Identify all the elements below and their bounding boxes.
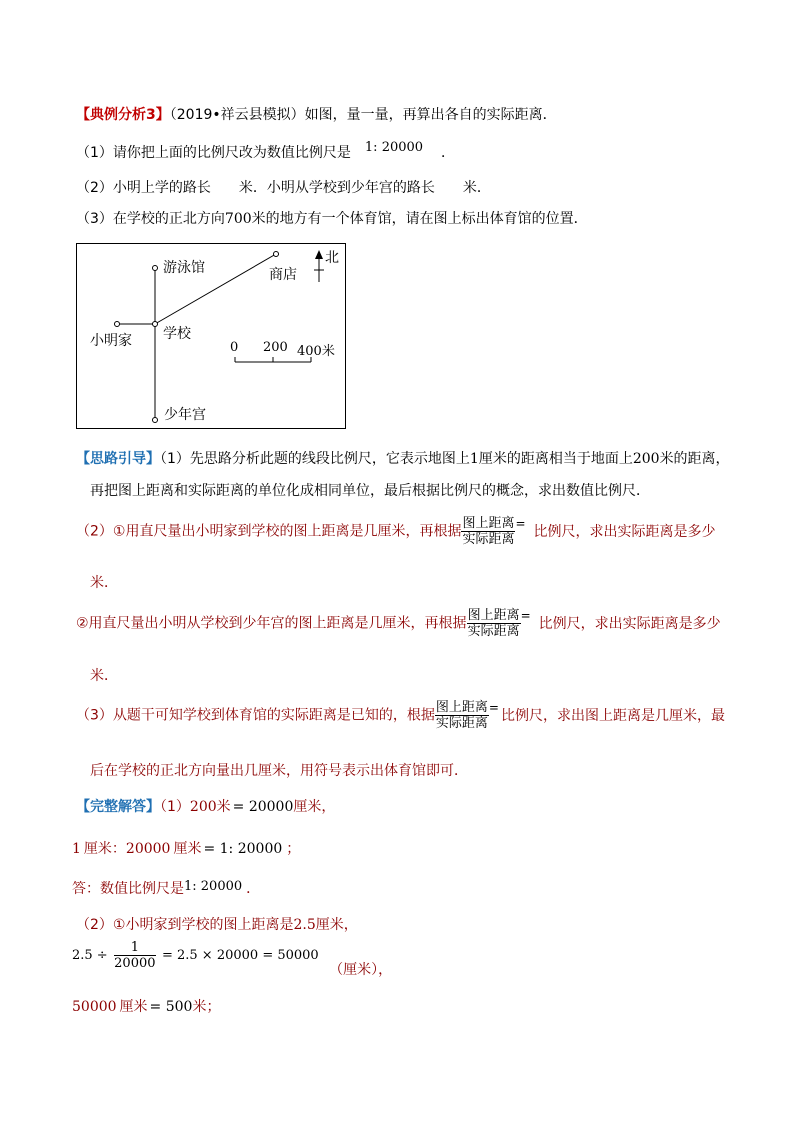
example-tag: 【典例分析3】 bbox=[76, 107, 170, 123]
ratio-fraction-3 bbox=[435, 700, 489, 731]
scale-label-400: 400米 bbox=[297, 344, 335, 359]
hint-line-2: 再把图上距离和实际距离的单位化成相同单位，最后根据比例尺的概念，求出数值比例尺． bbox=[90, 483, 650, 499]
answer-frac-den: 20000 bbox=[114, 956, 156, 971]
frac-eq-3: = bbox=[488, 700, 499, 715]
ratio-fraction bbox=[461, 516, 515, 547]
palace-point bbox=[153, 418, 158, 423]
frac-eq: = bbox=[515, 516, 526, 531]
answer-l3a: 答：数值比例尺是 bbox=[72, 881, 184, 897]
hint-p2b: 比例尺，求出实际距离是多少 bbox=[533, 523, 716, 540]
hint-p1b: 厘米的距离相当于地面上 bbox=[478, 451, 633, 467]
scale-label-0: 0 bbox=[230, 340, 239, 355]
palace-label: 少年宫 bbox=[164, 407, 206, 423]
answer-l1d: = 20000 bbox=[232, 799, 294, 815]
hint-line-4: 米． bbox=[90, 575, 118, 591]
pool-point bbox=[153, 266, 158, 271]
hint-line-6: 米． bbox=[90, 668, 118, 684]
question-header bbox=[76, 104, 557, 124]
answer-l2a: 1 bbox=[72, 841, 81, 857]
answer-fraction bbox=[114, 940, 155, 971]
answer-line-3 bbox=[72, 878, 260, 898]
answer-line-5 bbox=[72, 940, 392, 979]
ratio-fraction-2 bbox=[467, 608, 521, 639]
hint-line-8: 后在学校的正北方向量出几厘米，用符号表示出体育馆即可． bbox=[90, 763, 468, 779]
answer-l2e: = 1: 20000 bbox=[203, 841, 283, 857]
answer-l4c: 厘米， bbox=[315, 917, 358, 933]
answer-l6d: 米； bbox=[192, 999, 221, 1015]
hint-line-7 bbox=[76, 700, 725, 731]
question-1-end: ． bbox=[441, 145, 456, 161]
question-2-part-b: 米．小明从学校到少年宫的路长 bbox=[238, 180, 435, 196]
answer-line-6 bbox=[72, 996, 220, 1016]
answer-l4a: （2）①小明家到学校的图上距离是 bbox=[76, 917, 294, 933]
question-2 bbox=[76, 177, 491, 197]
answer-l1a: （1） bbox=[160, 799, 190, 815]
question-source: （2019•祥云县模拟） bbox=[169, 107, 305, 123]
hint-p1a: （1）先思路分析此题的线段比例尺，它表示地图上 bbox=[160, 451, 470, 467]
hint-tag: 【思路引导】 bbox=[76, 451, 160, 467]
scale-label-200: 200 bbox=[263, 340, 288, 355]
frac-top-3: 图上距离 bbox=[435, 700, 488, 715]
hint-p1c: 米的距离， bbox=[659, 451, 730, 467]
hint-two-hundred: 200 bbox=[632, 451, 660, 467]
north-arrow-head-icon bbox=[315, 250, 323, 259]
hint-p2a: （2）①用直尺量出小明家到学校的图上距离是几厘米，再根据 bbox=[76, 523, 462, 540]
answer-line-2 bbox=[72, 838, 300, 858]
answer-l3b: 1: 20000 bbox=[184, 879, 243, 894]
answer-tag: 【完整解答】 bbox=[76, 799, 160, 815]
hint-one: 1 bbox=[469, 451, 479, 467]
question-3 bbox=[76, 208, 588, 228]
school-point bbox=[153, 322, 158, 327]
answer-l5b: = 2.5 × 20000 = 50000 bbox=[161, 948, 319, 963]
question-text: 如图，量一量，再算出各自的实际距离． bbox=[304, 107, 557, 123]
pool-label: 游泳馆 bbox=[163, 260, 205, 276]
answer-l2f: ； bbox=[286, 841, 301, 857]
question-1 bbox=[76, 142, 455, 162]
question-1-text: （1）请你把上面的比例尺改为数值比例尺是 bbox=[76, 145, 351, 161]
hint-line-1 bbox=[76, 448, 730, 468]
frac-eq-2: = bbox=[520, 608, 531, 623]
answer-l2c: 20000 bbox=[125, 841, 171, 857]
answer-l4b: 2.5 bbox=[293, 917, 316, 933]
answer-frac-num: 1 bbox=[114, 940, 155, 956]
hint-line-5 bbox=[76, 608, 721, 639]
answer-l2b: 厘米： bbox=[83, 841, 126, 857]
home-label: 小明家 bbox=[90, 333, 132, 349]
frac-top: 图上距离 bbox=[462, 516, 515, 531]
shop-label: 商店 bbox=[269, 267, 297, 283]
school-label: 学校 bbox=[163, 326, 191, 342]
hint-p4b: 比例尺，求出图上距离是几厘米，最 bbox=[500, 707, 725, 724]
answer-line-4 bbox=[76, 914, 358, 934]
frac-top-2: 图上距离 bbox=[467, 608, 520, 623]
hint-p3a: ②用直尺量出小明从学校到少年宫的图上距离是几厘米，再根据 bbox=[76, 615, 467, 632]
answer-l6b: 厘米 bbox=[119, 999, 148, 1015]
shop-point bbox=[274, 252, 279, 257]
answer-l6a: 50000 bbox=[72, 999, 117, 1015]
question-3-text: （3）在学校的正北方向 bbox=[76, 211, 225, 227]
hint-p4a: （3）从题干可知学校到体育馆的实际距离是已知的，根据 bbox=[76, 707, 435, 724]
hint-p3b: 比例尺，求出实际距离是多少 bbox=[538, 615, 721, 632]
north-label: 北 bbox=[325, 250, 339, 266]
hint-line-3 bbox=[76, 516, 716, 547]
answer-l5c: （厘米）， bbox=[329, 961, 393, 978]
answer-l5a: 2.5 ÷ bbox=[72, 948, 108, 963]
frac-bottom-2: 实际距离 bbox=[467, 624, 520, 639]
answer-l1b: 200 bbox=[189, 799, 217, 815]
question-2-part-a: （2）小明上学的路长 bbox=[76, 180, 211, 196]
question-3-rest: 米的地方有一个体育馆，请在图上标出体育馆的位置． bbox=[251, 211, 588, 227]
question-3-number: 700 bbox=[224, 211, 252, 227]
frac-bottom: 实际距离 bbox=[462, 532, 515, 547]
question-2-part-c: 米． bbox=[462, 180, 491, 196]
home-point bbox=[115, 322, 120, 327]
answer-l3c: ． bbox=[246, 881, 261, 897]
answer-l1e: 厘米， bbox=[293, 799, 336, 815]
answer-l1c: 米 bbox=[216, 799, 231, 815]
answer-l6c: = 500 bbox=[149, 999, 193, 1015]
frac-bottom-3: 实际距离 bbox=[435, 716, 488, 731]
answer-l2d: 厘米 bbox=[173, 841, 202, 857]
map-figure bbox=[76, 243, 346, 429]
question-1-answer: 1: 20000 bbox=[364, 140, 424, 155]
answer-line-1 bbox=[76, 796, 335, 816]
